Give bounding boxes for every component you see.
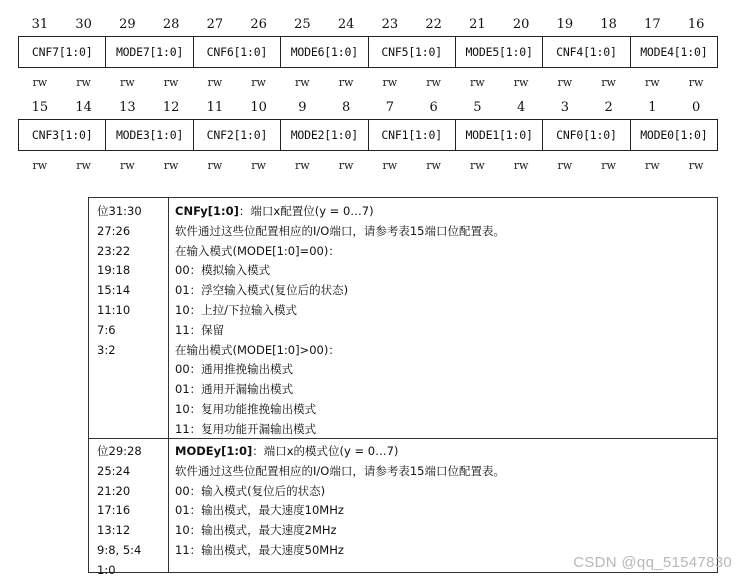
bit-number: 15 [31,100,49,115]
bit-position: 15:14 [97,283,131,298]
access-type: rw [688,159,704,172]
bit-number: 10 [250,100,267,115]
watermark: CSDN @qq_51547830 [573,554,732,571]
bit-position: 27:26 [97,223,131,238]
cnf-field-name: CNFy[1:0] [175,204,239,218]
register-field: MODE1[1:0] [456,120,543,150]
bit-position: 17:16 [97,503,131,518]
description-line: 软件通过这些位配置相应的I/O端口，请参考表15端口位配置表。 [175,223,505,238]
bit-number: 25 [294,17,311,32]
bit-number: 5 [473,100,482,115]
bit-position: 7:6 [97,322,116,337]
bit-position: 11:10 [97,302,131,317]
access-type: rw [76,76,91,89]
access-row-high [18,76,718,89]
cnf-heading [175,202,717,222]
bit-number: 14 [75,100,92,115]
register-field: MODE5[1:0] [456,37,543,67]
mode-heading [175,442,717,462]
register-field: CNF5[1:0] [369,37,456,67]
access-type: rw [163,76,179,89]
description-line: 在输出模式(MODE[1:0]>00)： [175,342,340,357]
bit-number: 0 [691,100,701,115]
bit-number: 4 [516,100,526,115]
description-line: 00：模拟输入模式 [175,263,271,278]
description-line: 01：浮空输入模式(复位后的状态) [175,283,349,298]
bit-description-table [88,197,718,577]
access-type: rw [251,76,266,89]
register-fields-low [18,119,718,151]
access-type: rw [120,76,135,89]
register-field: CNF2[1:0] [194,120,281,150]
register-field: CNF1[1:0] [369,120,456,150]
cnf-lines [175,222,717,440]
access-row-low [18,159,718,172]
description-line: 11：保留 [175,322,225,337]
bit-position: 1:0 [97,562,116,577]
access-type: rw [163,159,179,172]
access-type: rw [426,76,441,89]
bit-position: 19:18 [97,263,131,278]
cnf-bit-positions [89,198,169,438]
register-field: CNF0[1:0] [543,120,630,150]
description-line: 10：复用功能推挽输出模式 [175,401,317,416]
bit-number: 22 [425,17,442,32]
description-line: 00：通用推挽输出模式 [175,362,294,377]
bit-number: 7 [385,100,395,115]
access-type: rw [601,159,616,172]
bit-number: 12 [162,100,180,115]
register-field: CNF3[1:0] [19,120,106,150]
description-line: 10：输出模式，最大速度2MHz [175,523,337,538]
access-type: rw [382,76,398,89]
mode-description-row [89,438,717,577]
access-type: rw [513,76,529,89]
access-type: rw [601,76,616,89]
description-line: 01：输出模式，最大速度10MHz [175,503,344,518]
bit-number: 24 [337,17,355,32]
description-line: 在输入模式(MODE[1:0]=00)： [175,243,340,258]
bit-numbers-low [18,100,718,115]
description-line: 00：输入模式(复位后的状态) [175,483,326,498]
access-type: rw [338,76,354,89]
access-type: rw [382,159,398,172]
register-field: CNF6[1:0] [194,37,281,67]
register-field: MODE4[1:0] [631,37,718,67]
bit-number: 17 [644,17,661,32]
access-type: rw [645,76,660,89]
bit-position: 9:8, 5:4 [97,542,142,557]
bit-number: 23 [381,17,399,32]
access-type: rw [32,159,48,172]
access-type: rw [32,76,48,89]
access-type: rw [295,159,310,172]
register-field: MODE3[1:0] [106,120,193,150]
bit-number: 31 [31,17,49,32]
access-type: rw [557,159,573,172]
bit-number: 6 [429,100,438,115]
mode-field-title: ：端口x的模式位(y = 0…7) [252,444,399,458]
bit-number: 21 [469,17,486,32]
bit-number: 16 [687,17,705,32]
description-line: 软件通过这些位配置相应的I/O端口，请参考表15端口位配置表。 [175,463,505,478]
bit-position: 25:24 [97,463,131,478]
bit-number: 28 [162,17,180,32]
access-type: rw [645,159,660,172]
bit-number: 2 [604,100,613,115]
bit-number: 9 [298,100,307,115]
bit-number: 20 [512,17,530,32]
bit-position: 13:12 [97,523,131,538]
mode-field-name: MODEy[1:0] [175,444,253,458]
register-field: MODE6[1:0] [281,37,368,67]
bit-number: 30 [75,17,92,32]
mode-lines [175,462,717,561]
access-type: rw [688,76,704,89]
access-type: rw [470,159,485,172]
access-type: rw [295,76,310,89]
description-line: 01：通用开漏输出模式 [175,382,294,397]
access-type: rw [251,159,266,172]
register-field: MODE2[1:0] [281,120,368,150]
access-type: rw [120,159,135,172]
mode-description [169,438,717,573]
access-type: rw [76,159,91,172]
bit-number: 3 [560,100,570,115]
register-field: CNF7[1:0] [19,37,106,67]
mode-bit-positions [89,438,169,577]
bit-number: 26 [250,17,267,32]
register-field: MODE0[1:0] [631,120,718,150]
access-type: rw [557,76,573,89]
bit-position: 23:22 [97,243,131,258]
bit-number: 8 [341,100,351,115]
access-type: rw [338,159,354,172]
description-line: 11：输出模式，最大速度50MHz [175,542,344,557]
bit-number: 11 [206,100,224,115]
access-type: rw [513,159,529,172]
access-type: rw [470,76,485,89]
cnf-description-row [89,198,717,439]
register-field: MODE7[1:0] [106,37,193,67]
access-type: rw [207,159,223,172]
cnf-field-title: ：端口x配置位(y = 0…7) [238,204,374,218]
bit-position: 位31:30 [97,204,142,218]
description-line: 11：复用功能开漏输出模式 [175,421,317,436]
register-field: CNF4[1:0] [543,37,630,67]
register-fields-high [18,36,718,68]
bit-position: 位29:28 [97,444,142,458]
bit-numbers-high [18,17,718,32]
bit-number: 18 [600,17,617,32]
bit-number: 1 [648,100,657,115]
bit-number: 29 [119,17,136,32]
cnf-description [169,198,717,438]
description-line: 10：上拉/下拉输入模式 [175,302,298,317]
bit-position: 21:20 [97,483,131,498]
bit-number: 19 [556,17,574,32]
bit-number: 13 [119,100,136,115]
access-type: rw [426,159,441,172]
bit-position: 3:2 [97,342,116,357]
bit-number: 27 [206,17,224,32]
access-type: rw [207,76,223,89]
